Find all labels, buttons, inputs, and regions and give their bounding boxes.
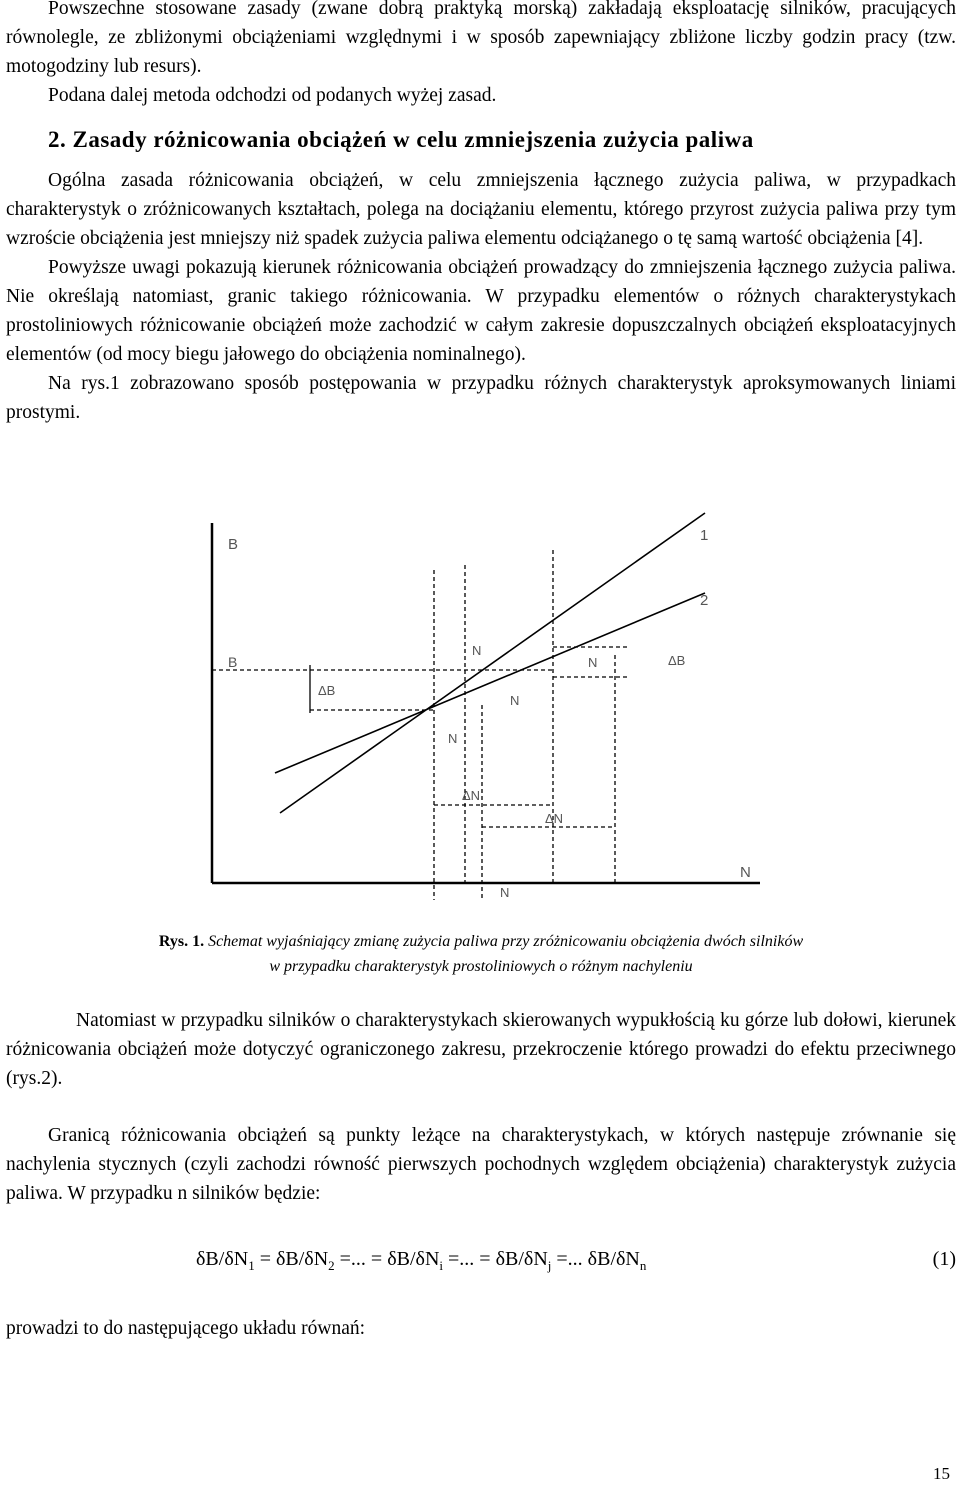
intro-text-2: Podana dalej metoda odchodzi od podanych wyżej zasad. xyxy=(48,85,497,106)
general-paragraph-2: Powyższe uwagi pokazują kierunek różnicowania obciążeń prowadzący do zmniejszenia łącznego zużycia paliwa. Nie określają natomiast, granic takiego różnicowania. W przypadku elementów o różnych charakterystykach prostoliniowych różnicowanie obciążeń może zachodzić w całym zakresie dopuszczalnych obciążeń eksploatacyjnych elementów (od mocy biegu jałowego do obciążenia nominalnego). xyxy=(6,257,956,365)
eq-sub-5: n xyxy=(639,1258,647,1273)
label-n-mid: N xyxy=(472,643,482,658)
caption-label: Rys. 1. xyxy=(158,933,205,950)
gran-paragraph xyxy=(6,1121,956,1208)
label-delta-b2: ΔB xyxy=(668,653,686,668)
label-b-level: B xyxy=(228,654,238,670)
caption-text-1: Schemat wyjaśniający zmianę zużycia paliwa przy zróżnicowaniu obciążenia dwóch silników xyxy=(208,933,804,950)
closing-paragraph xyxy=(6,1314,956,1343)
equation-number: (1) xyxy=(932,1248,956,1270)
label-y-axis: B xyxy=(228,536,239,553)
label-line-2: 2 xyxy=(700,592,709,609)
general-paragraph-3: Na rys.1 zobrazowano sposób postępowania w przypadku różnych charakterystyk aproksymowanych liniami prostymi. xyxy=(6,373,956,423)
characteristic-line-1 xyxy=(280,513,705,813)
equation-1 xyxy=(196,1244,956,1281)
figure-caption xyxy=(6,929,956,979)
eq-part-5: =... δB/δN xyxy=(551,1248,640,1270)
label-x-axis: N xyxy=(740,864,751,881)
gran-text: Granicą różnicowania obciążeń są punkty leżące na charakterystykach, w których następuje zrównanie się nachylenia stycznych (czyli zachodzi równość pierwszych pochodnych względem obciążenia) charakterystyk zużycia paliwa. W przypadku n silników będzie: xyxy=(6,1125,956,1204)
eq-part-4: =... = δB/δN xyxy=(443,1248,548,1270)
general-paragraph-1: Ogólna zasada różnicowania obciążeń, w celu zmniejszenia łącznego zużycia paliwa, w przypadkach charakterystyk o zróżnicowanych kształtach, polega na dociążaniu elementu, którego przyrost zużycia paliwa przy tym wzroście obciążenia jest mniejszy niż spadek zużycia paliwa elementu odciążanego o tę samą wartość obciążenia [4]. xyxy=(6,170,956,249)
nat-paragraph xyxy=(6,1006,956,1093)
caption-line-1 xyxy=(6,929,956,954)
label-n-base: N xyxy=(500,885,510,900)
eq-part-2: = δB/δN xyxy=(254,1248,329,1270)
closing-text: prowadzi to do następującego układu równań: xyxy=(6,1318,366,1339)
eq-sub-1: 1 xyxy=(248,1258,255,1273)
caption-text-2: w przypadku charakterystyk prostoliniowych o różnym nachyleniu xyxy=(269,958,693,975)
label-delta-b1: ΔB xyxy=(318,683,336,698)
label-delta-n1: ΔN xyxy=(462,788,481,803)
eq-part-3: =... = δB/δN xyxy=(334,1248,440,1270)
eq-sub-3: i xyxy=(439,1258,444,1273)
nat-text: Natomiast w przypadku silników o charakterystykach skierowanych wypukłością ku górze lub dołowi, kierunek różnicowania obciążeń może dotyczyć ograniczonego zakresu, przekroczenie którego prowadzi do efektu przeciwnego (rys.2). xyxy=(6,1010,956,1089)
section-heading: 2. Zasady różnicowania obciążeń w celu zmniejszenia zużycia paliwa xyxy=(48,127,754,152)
page-number: 15 xyxy=(933,1464,950,1483)
intro-paragraph xyxy=(6,0,956,110)
label-delta-n2: ΔN xyxy=(545,811,564,826)
figure-1 xyxy=(200,505,760,905)
diagram xyxy=(200,505,760,905)
label-n-right-2: N xyxy=(510,693,520,708)
general-section xyxy=(6,166,956,427)
label-n-right: N xyxy=(588,655,598,670)
label-n-left-low: N xyxy=(448,731,458,746)
characteristic-line-2 xyxy=(275,593,705,773)
eq-sub-2: 2 xyxy=(328,1258,335,1273)
eq-sub-4: j xyxy=(547,1258,552,1273)
intro-text: Powszechne stosowane zasady (zwane dobrą praktyką morską) zakładają eksploatację silników, pracujących równolegle, ze zbliżonymi obciążeniami względnymi i w sposób zapewniający zbliżone liczby godzin pracy (tzw. motogodziny lub resurs). xyxy=(6,0,956,77)
label-line-1: 1 xyxy=(700,527,709,544)
eq-part-1: δB/δN xyxy=(196,1248,249,1270)
